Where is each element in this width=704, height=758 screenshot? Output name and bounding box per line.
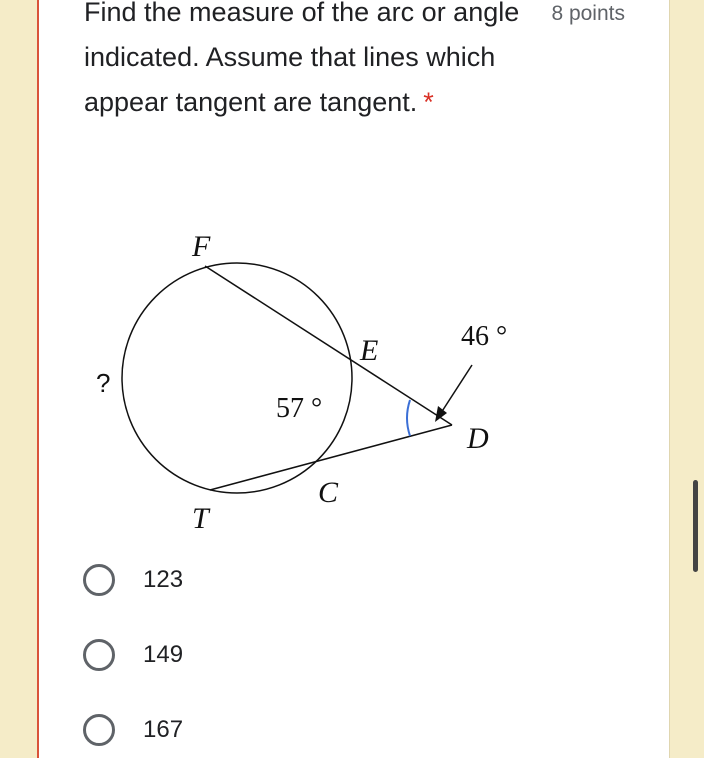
secant-fd xyxy=(205,266,452,425)
option-label: 123 xyxy=(143,566,184,593)
radio-circle-icon[interactable] xyxy=(83,639,115,671)
scrollbar-thumb[interactable] xyxy=(693,480,698,572)
radio-circle-icon[interactable] xyxy=(83,714,115,746)
option-label: 167 xyxy=(143,716,184,743)
label-d: D xyxy=(467,422,489,455)
label-arc-ec: 57 ° xyxy=(276,393,323,424)
label-angle-d: 46 ° xyxy=(461,321,508,352)
radio-circle-icon[interactable] xyxy=(83,564,115,596)
question-card xyxy=(37,0,670,758)
label-unknown-arc: ? xyxy=(96,368,111,398)
required-asterisk: * xyxy=(423,87,434,117)
option-label: 149 xyxy=(143,641,184,668)
pointer-arrowhead xyxy=(435,406,447,422)
option-123[interactable] xyxy=(83,558,383,602)
label-t: T xyxy=(192,502,209,535)
geometry-figure xyxy=(39,0,669,538)
label-c: C xyxy=(318,476,339,509)
angle-d-mark xyxy=(407,400,410,436)
label-e: E xyxy=(360,334,379,367)
label-f: F xyxy=(192,230,211,263)
question-text: Find the measure of the arc or angle indicated. Assume that lines which appear tangent are tangent. xyxy=(84,0,520,117)
option-149[interactable] xyxy=(83,633,383,677)
option-167[interactable] xyxy=(83,708,383,752)
points-label: 8 points xyxy=(551,2,625,25)
circle xyxy=(122,263,352,493)
pointer-arrow-line xyxy=(439,365,472,416)
